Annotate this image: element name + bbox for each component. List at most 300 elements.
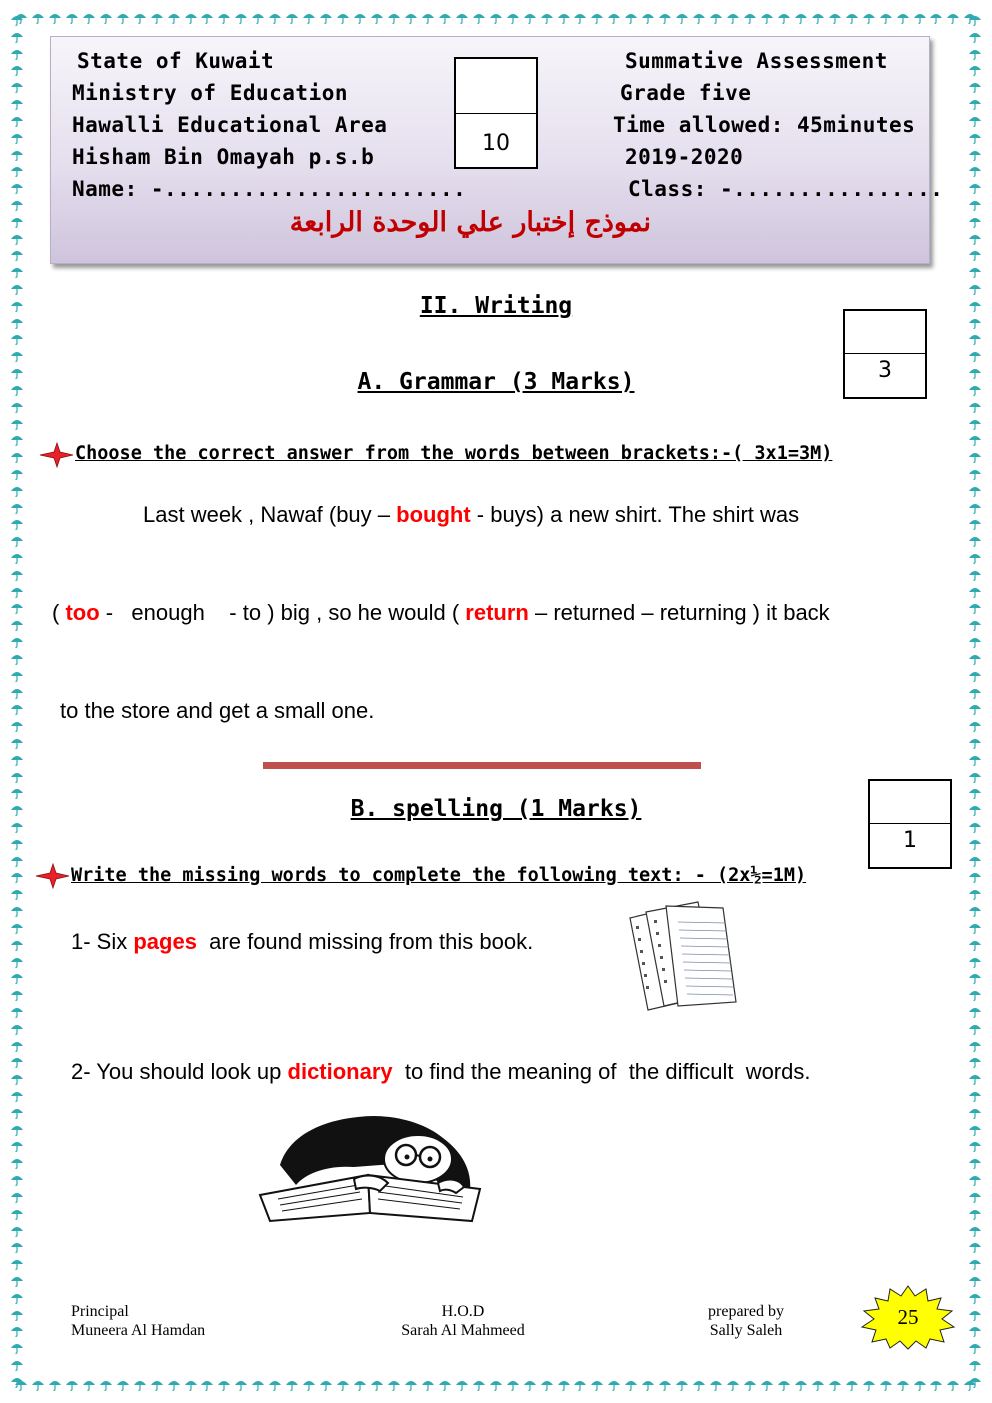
umbrella-icon <box>641 12 655 24</box>
umbrella-icon <box>116 12 130 24</box>
umbrella-icon <box>929 1379 943 1391</box>
text-segment: 2- You should look up <box>71 1059 288 1084</box>
page-number: 25 <box>897 1305 919 1329</box>
umbrella-icon <box>10 670 24 682</box>
umbrella-icon <box>336 12 350 24</box>
umbrella-icon <box>48 1379 62 1391</box>
umbrella-icon <box>968 989 982 1001</box>
umbrella-icon <box>10 132 24 144</box>
principal-name: Muneera Al Hamdan <box>71 1322 206 1339</box>
umbrella-icon <box>10 838 24 850</box>
umbrella-icon <box>10 787 24 799</box>
text-segment: are found missing from this book. <box>196 929 534 954</box>
umbrella-icon <box>573 12 587 24</box>
pages-illustration <box>628 898 743 1016</box>
umbrella-icon <box>10 720 24 732</box>
umbrella-icon <box>968 922 982 934</box>
umbrella-icon <box>968 771 982 783</box>
umbrella-icon <box>968 703 982 715</box>
umbrella-icon <box>200 12 214 24</box>
umbrella-icon <box>794 12 808 24</box>
umbrella-icon <box>10 1258 24 1270</box>
umbrella-icon <box>968 502 982 514</box>
umbrella-icon <box>658 1379 672 1391</box>
umbrella-icon <box>10 535 24 547</box>
umbrella-icon <box>217 1379 231 1391</box>
umbrella-icon <box>150 1379 164 1391</box>
umbrella-icon <box>968 737 982 749</box>
umbrella-icon <box>968 350 982 362</box>
umbrella-icon <box>968 1157 982 1169</box>
umbrella-icon <box>968 653 982 665</box>
umbrella-icon <box>489 12 503 24</box>
header-ministry: Ministry of Education <box>72 81 349 105</box>
umbrella-icon <box>455 12 469 24</box>
umbrella-icon <box>968 434 982 446</box>
umbrella-icon <box>10 888 24 900</box>
exam-header <box>50 36 944 264</box>
umbrella-icon <box>968 720 982 732</box>
umbrella-icon <box>353 12 367 24</box>
grammar-score: 3 <box>878 358 892 383</box>
umbrella-icon <box>726 12 740 24</box>
umbrella-icon <box>692 12 706 24</box>
umbrella-icon <box>10 367 24 379</box>
grammar-score-box <box>843 309 927 399</box>
umbrella-icon <box>777 1379 791 1391</box>
umbrella-icon <box>31 12 45 24</box>
umbrella-icon <box>968 1241 982 1253</box>
umbrella-icon <box>968 619 982 631</box>
section-divider <box>263 762 701 769</box>
umbrella-icon <box>968 1107 982 1119</box>
umbrella-icon <box>10 989 24 1001</box>
umbrella-icon <box>10 1040 24 1052</box>
umbrella-icon <box>10 1225 24 1237</box>
umbrella-icon <box>968 804 982 816</box>
umbrella-icon <box>879 1379 893 1391</box>
umbrella-icon <box>946 12 960 24</box>
umbrella-icon <box>692 1379 706 1391</box>
umbrella-icon <box>285 1379 299 1391</box>
umbrella-icon <box>968 300 982 312</box>
umbrella-icon <box>10 199 24 211</box>
umbrella-icon <box>968 199 982 211</box>
umbrella-icon <box>353 1379 367 1391</box>
umbrella-icon <box>10 1140 24 1152</box>
umbrella-icon <box>10 1056 24 1068</box>
header-time: Time allowed: 45minutes <box>613 113 916 137</box>
umbrella-icon <box>10 98 24 110</box>
umbrella-icon <box>10 1325 24 1337</box>
umbrella-icon <box>573 1379 587 1391</box>
umbrella-icon <box>387 1379 401 1391</box>
umbrella-icon <box>968 333 982 345</box>
umbrella-icon <box>968 687 982 699</box>
umbrella-icon <box>968 266 982 278</box>
umbrella-icon <box>675 1379 689 1391</box>
spelling-instruction: Write the missing words to complete the following text: - (2x½=1M) <box>71 865 807 886</box>
umbrella-icon <box>99 1379 113 1391</box>
grammar-instruction: Choose the correct answer from the words between brackets:-( 3x1=3M) <box>75 443 833 464</box>
umbrella-icon <box>10 451 24 463</box>
umbrella-icon <box>200 1379 214 1391</box>
umbrella-icon <box>968 855 982 867</box>
answer-too: too <box>65 600 100 625</box>
umbrella-icon <box>10 703 24 715</box>
umbrella-icon <box>10 350 24 362</box>
header-year: 2019-2020 <box>625 145 744 169</box>
umbrella-icon <box>10 1309 24 1321</box>
umbrella-icon <box>10 401 24 413</box>
umbrella-icon <box>968 754 982 766</box>
umbrella-icon <box>968 972 982 984</box>
umbrella-icon <box>968 552 982 564</box>
umbrella-icon <box>10 737 24 749</box>
umbrella-icon <box>31 1379 45 1391</box>
umbrella-icon <box>506 12 520 24</box>
spelling-score-box <box>868 779 952 869</box>
umbrella-icon <box>10 1241 24 1253</box>
umbrella-icon <box>10 384 24 396</box>
umbrella-icon <box>968 485 982 497</box>
umbrella-icon <box>10 1342 24 1354</box>
umbrella-icon <box>929 12 943 24</box>
umbrella-icon <box>370 12 384 24</box>
umbrella-icon <box>438 1379 452 1391</box>
umbrella-icon <box>896 1379 910 1391</box>
umbrella-icon <box>726 1379 740 1391</box>
umbrella-icon <box>845 12 859 24</box>
text-segment: Last week , Nawaf (buy – <box>143 502 397 527</box>
umbrella-icon <box>336 1379 350 1391</box>
umbrella-icon <box>968 586 982 598</box>
umbrella-icon <box>968 1040 982 1052</box>
umbrella-icon <box>10 871 24 883</box>
umbrella-icon <box>10 81 24 93</box>
umbrella-icon <box>10 552 24 564</box>
text-segment: - buys) a new shirt. The shirt was <box>470 502 800 527</box>
umbrella-icon <box>489 1379 503 1391</box>
header-area: Hawalli Educational Area <box>72 113 388 137</box>
umbrella-icon <box>607 1379 621 1391</box>
umbrella-icon <box>10 1006 24 1018</box>
umbrella-icon <box>167 1379 181 1391</box>
umbrella-icon <box>10 418 24 430</box>
umbrella-icon <box>557 12 571 24</box>
umbrella-icon <box>10 905 24 917</box>
umbrella-icon <box>404 12 418 24</box>
umbrella-icon <box>10 502 24 514</box>
umbrella-icon <box>968 518 982 530</box>
umbrella-icon <box>10 1191 24 1203</box>
umbrella-icon <box>10 249 24 261</box>
text-segment: to find the meaning of the difficult words. <box>392 1059 811 1084</box>
total-score-box <box>454 57 538 169</box>
umbrella-icon <box>557 1379 571 1391</box>
umbrella-icon <box>968 81 982 93</box>
umbrella-icon <box>10 1157 24 1169</box>
umbrella-icon <box>896 12 910 24</box>
umbrella-icon <box>675 12 689 24</box>
umbrella-icon <box>133 1379 147 1391</box>
hod-label: H.O.D <box>441 1303 485 1320</box>
umbrella-icon <box>828 1379 842 1391</box>
prepared-name: Sally Saleh <box>709 1322 783 1339</box>
umbrella-icon <box>268 12 282 24</box>
umbrella-icon <box>10 1376 24 1388</box>
umbrella-icon <box>10 115 24 127</box>
umbrella-icon <box>968 1325 982 1337</box>
umbrella-icon <box>968 1140 982 1152</box>
umbrella-icon <box>968 401 982 413</box>
umbrella-icon <box>879 12 893 24</box>
umbrella-icon <box>845 1379 859 1391</box>
umbrella-icon <box>506 1379 520 1391</box>
umbrella-icon <box>10 586 24 598</box>
umbrella-icon <box>968 418 982 430</box>
umbrella-icon <box>862 1379 876 1391</box>
umbrella-icon <box>968 165 982 177</box>
umbrella-icon <box>968 216 982 228</box>
umbrella-icon <box>10 687 24 699</box>
total-score: 10 <box>482 131 510 156</box>
umbrella-icon <box>968 838 982 850</box>
umbrella-icon <box>10 165 24 177</box>
page-border-bottom <box>14 1375 978 1395</box>
umbrella-icon <box>99 12 113 24</box>
answer-dictionary: dictionary <box>287 1059 393 1084</box>
umbrella-icon <box>968 787 982 799</box>
umbrella-icon <box>658 12 672 24</box>
umbrella-icon <box>709 1379 723 1391</box>
umbrella-icon <box>10 233 24 245</box>
umbrella-icon <box>217 12 231 24</box>
umbrella-icon <box>624 12 638 24</box>
umbrella-icon <box>811 1379 825 1391</box>
class-field[interactable]: Class: -................ <box>628 177 944 201</box>
umbrella-icon <box>10 602 24 614</box>
umbrella-icon <box>709 12 723 24</box>
umbrella-icon <box>968 1023 982 1035</box>
umbrella-icon <box>968 871 982 883</box>
umbrella-icon <box>150 12 164 24</box>
spelling-title: B. spelling (1 Marks) <box>350 796 642 822</box>
page-border-top <box>14 8 978 28</box>
header-assessment: Summative Assessment <box>625 49 888 73</box>
hod-name: Sarah Al Mahmeed <box>401 1322 525 1339</box>
umbrella-icon <box>10 821 24 833</box>
umbrella-icon <box>10 14 24 26</box>
header-grade: Grade five <box>620 81 752 105</box>
umbrella-icon <box>624 1379 638 1391</box>
umbrella-icon <box>968 384 982 396</box>
page-border-left <box>7 14 27 1389</box>
umbrella-icon <box>10 283 24 295</box>
umbrella-icon <box>968 905 982 917</box>
umbrella-icon <box>968 569 982 581</box>
page-border-right <box>965 14 985 1389</box>
umbrella-icon <box>10 754 24 766</box>
umbrella-icon <box>968 602 982 614</box>
umbrella-icon <box>743 12 757 24</box>
umbrella-icon <box>319 1379 333 1391</box>
umbrella-icon <box>251 1379 265 1391</box>
umbrella-icon <box>10 300 24 312</box>
umbrella-icon <box>968 367 982 379</box>
section-title: II. Writing <box>419 293 573 319</box>
star-bullet-icon <box>32 862 70 890</box>
footer-principal <box>71 1302 205 1340</box>
umbrella-icon <box>968 48 982 60</box>
text-segment: – returned – returning ) it back <box>528 600 830 625</box>
umbrella-icon <box>10 64 24 76</box>
umbrella-icon <box>10 972 24 984</box>
umbrella-icon <box>968 1090 982 1102</box>
umbrella-icon <box>968 939 982 951</box>
umbrella-icon <box>968 1191 982 1203</box>
grammar-line-2 <box>52 600 830 626</box>
text-segment: ( <box>52 600 66 625</box>
umbrella-icon <box>234 1379 248 1391</box>
umbrella-icon <box>968 1056 982 1068</box>
umbrella-icon <box>968 1124 982 1136</box>
umbrella-icon <box>10 956 24 968</box>
header-school: Hisham Bin Omayah p.s.b <box>72 145 375 169</box>
text-segment: 1- Six <box>71 929 134 954</box>
umbrella-icon <box>10 485 24 497</box>
umbrella-icon <box>777 12 791 24</box>
umbrella-icon <box>811 12 825 24</box>
umbrella-icon <box>10 266 24 278</box>
umbrella-icon <box>968 1208 982 1220</box>
umbrella-icon <box>421 1379 435 1391</box>
umbrella-icon <box>10 434 24 446</box>
umbrella-icon <box>760 1379 774 1391</box>
grammar-line-1 <box>143 502 799 528</box>
umbrella-icon <box>968 249 982 261</box>
umbrella-icon <box>10 855 24 867</box>
umbrella-icon <box>10 1023 24 1035</box>
umbrella-icon <box>968 1174 982 1186</box>
umbrella-icon <box>968 1225 982 1237</box>
spelling-item-1 <box>71 929 533 955</box>
umbrella-icon <box>10 619 24 631</box>
umbrella-icon <box>184 12 198 24</box>
umbrella-icon <box>968 14 982 26</box>
umbrella-icon <box>10 1275 24 1287</box>
umbrella-icon <box>10 1090 24 1102</box>
header-state: State of Kuwait <box>77 49 275 73</box>
umbrella-icon <box>968 98 982 110</box>
umbrella-icon <box>968 1359 982 1371</box>
umbrella-icon <box>10 216 24 228</box>
umbrella-icon <box>946 1379 960 1391</box>
umbrella-icon <box>913 1379 927 1391</box>
umbrella-icon <box>10 569 24 581</box>
answer-bought: bought <box>396 502 471 527</box>
answer-pages: pages <box>133 929 197 954</box>
umbrella-icon <box>370 1379 384 1391</box>
umbrella-icon <box>760 12 774 24</box>
umbrella-icon <box>968 888 982 900</box>
umbrella-icon <box>968 1342 982 1354</box>
umbrella-icon <box>10 1292 24 1304</box>
umbrella-icon <box>10 1073 24 1085</box>
umbrella-icon <box>968 1006 982 1018</box>
answer-return: return <box>465 600 529 625</box>
umbrella-icon <box>523 1379 537 1391</box>
umbrella-icon <box>133 12 147 24</box>
umbrella-icon <box>828 12 842 24</box>
umbrella-icon <box>65 1379 79 1391</box>
umbrella-icon <box>968 1275 982 1287</box>
umbrella-icon <box>82 12 96 24</box>
umbrella-icon <box>968 64 982 76</box>
umbrella-icon <box>184 1379 198 1391</box>
umbrella-icon <box>302 12 316 24</box>
umbrella-icon <box>472 1379 486 1391</box>
umbrella-icon <box>10 468 24 480</box>
umbrella-icon <box>10 182 24 194</box>
umbrella-icon <box>10 1359 24 1371</box>
umbrella-icon <box>82 1379 96 1391</box>
umbrella-icon <box>968 670 982 682</box>
umbrella-icon <box>234 12 248 24</box>
umbrella-icon <box>48 12 62 24</box>
umbrella-icon <box>10 31 24 43</box>
umbrella-icon <box>862 12 876 24</box>
umbrella-icon <box>10 636 24 648</box>
umbrella-icon <box>968 636 982 648</box>
umbrella-icon <box>268 1379 282 1391</box>
umbrella-icon <box>10 333 24 345</box>
umbrella-icon <box>302 1379 316 1391</box>
umbrella-icon <box>968 468 982 480</box>
spelling-item-2 <box>71 1059 810 1085</box>
umbrella-icon <box>968 1258 982 1270</box>
umbrella-icon <box>968 1309 982 1321</box>
umbrella-icon <box>10 771 24 783</box>
umbrella-icon <box>387 12 401 24</box>
umbrella-icon <box>743 1379 757 1391</box>
umbrella-icon <box>968 956 982 968</box>
umbrella-icon <box>968 132 982 144</box>
umbrella-icon <box>10 317 24 329</box>
umbrella-icon <box>607 12 621 24</box>
umbrella-icon <box>10 1208 24 1220</box>
umbrella-icon <box>968 1292 982 1304</box>
umbrella-icon <box>968 317 982 329</box>
umbrella-icon <box>10 518 24 530</box>
umbrella-icon <box>968 535 982 547</box>
umbrella-icon <box>968 115 982 127</box>
umbrella-icon <box>540 1379 554 1391</box>
name-field[interactable]: Name: -....................... <box>72 177 467 201</box>
umbrella-icon <box>10 939 24 951</box>
umbrella-icon <box>641 1379 655 1391</box>
umbrella-icon <box>421 12 435 24</box>
grammar-line-3: to the store and get a small one. <box>60 698 375 723</box>
umbrella-icon <box>404 1379 418 1391</box>
umbrella-icon <box>10 804 24 816</box>
umbrella-icon <box>968 233 982 245</box>
spelling-score: 1 <box>903 828 917 853</box>
umbrella-icon <box>523 12 537 24</box>
text-segment: - enough - to ) big , so he would ( <box>99 600 466 625</box>
arabic-title: نموذج إختبار علي الوحدة الرابعة <box>289 207 651 238</box>
umbrella-icon <box>590 12 604 24</box>
